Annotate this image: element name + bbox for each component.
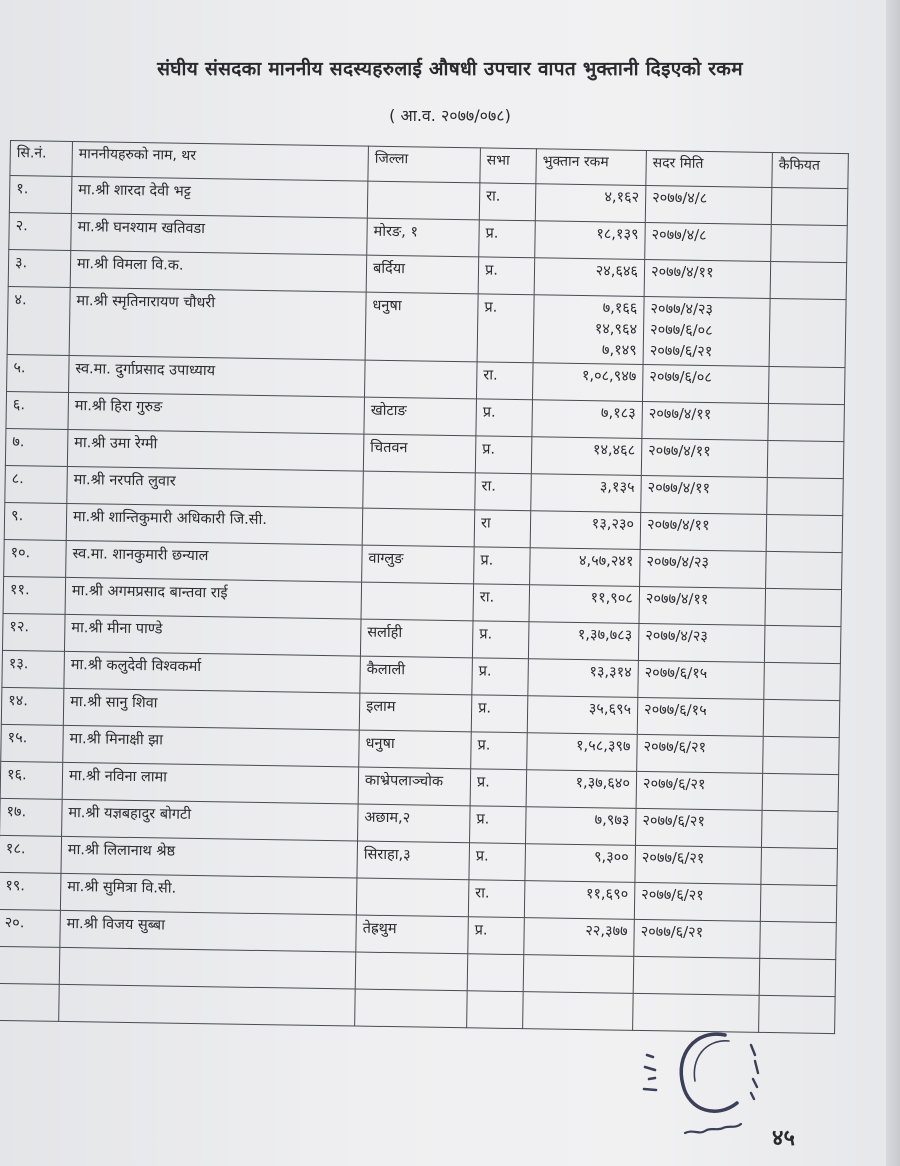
date-value: २०७७/६/१५ bbox=[644, 665, 708, 683]
amount-cell bbox=[526, 770, 637, 809]
district-cell: इलाम bbox=[359, 693, 472, 732]
row-serial: १४. bbox=[1, 687, 64, 725]
remarks-cell bbox=[771, 224, 848, 262]
date-value: २०७७/६/१५ bbox=[643, 702, 707, 720]
row-serial: ३. bbox=[8, 249, 71, 287]
remarks-cell bbox=[768, 403, 845, 441]
header-remarks: कैफियत bbox=[772, 152, 849, 188]
district-cell bbox=[367, 181, 480, 220]
district-cell: बर्दिया bbox=[366, 255, 479, 294]
office-seal bbox=[625, 1015, 775, 1165]
amount-cell bbox=[534, 258, 645, 297]
member-name: मा.श्री अगमप्रसाद बान्तवा राई bbox=[65, 577, 362, 619]
district-cell bbox=[356, 878, 469, 917]
remarks-cell bbox=[760, 884, 837, 922]
amount-value: ३५,६९५ bbox=[588, 701, 632, 718]
amount-cell bbox=[527, 696, 638, 735]
district-cell: कैलाली bbox=[360, 656, 473, 695]
blank-cell bbox=[467, 991, 524, 1029]
member-name: मा.श्री स्मृतिनारायण चौधरी bbox=[69, 287, 366, 360]
date-value: २०७७/४/११ bbox=[646, 517, 710, 535]
date-cell bbox=[645, 185, 772, 224]
date-value: २०७७/४/२३ bbox=[646, 554, 710, 572]
remarks-cell bbox=[761, 810, 838, 848]
payment-table bbox=[0, 140, 849, 1034]
date-cell bbox=[638, 623, 765, 662]
district-cell: सर्लाही bbox=[360, 619, 473, 658]
date-cell bbox=[634, 882, 761, 921]
date-cell bbox=[640, 549, 767, 588]
house-cell: रा bbox=[474, 510, 531, 548]
date-value: २०७७/४/११ bbox=[648, 443, 711, 461]
row-serial: १७. bbox=[0, 798, 62, 836]
district-cell: वाग्लुङ bbox=[362, 545, 475, 584]
district-cell bbox=[361, 582, 474, 621]
date-cell bbox=[634, 919, 761, 958]
amount-cell bbox=[533, 295, 644, 365]
date-cell bbox=[641, 438, 768, 477]
house-cell: प्र. bbox=[475, 436, 532, 474]
amount-cell bbox=[529, 585, 640, 624]
amount-value: ७,१६६ bbox=[602, 300, 638, 317]
amount-value: १३,३१४ bbox=[589, 664, 632, 681]
date-value: २०७७/६/०८ bbox=[649, 369, 713, 387]
amount-value: ११,९०८ bbox=[590, 590, 633, 607]
date-value: २०७७/४/११ bbox=[645, 591, 709, 609]
remarks-cell bbox=[769, 298, 846, 367]
amount-value: १,०८,९४७ bbox=[581, 368, 637, 385]
amount-cell bbox=[524, 881, 635, 920]
row-serial: १६. bbox=[0, 761, 63, 799]
blank-cell bbox=[59, 947, 356, 989]
house-cell: प्र. bbox=[477, 294, 534, 363]
member-name: मा.श्री यज्ञबहादुर बोगटी bbox=[62, 799, 359, 841]
member-name: मा.श्री मीना पाण्डे bbox=[64, 614, 361, 656]
date-value: २०७७/६/२१ bbox=[642, 813, 706, 830]
date-cell bbox=[641, 475, 768, 514]
amount-value: १४,९६४ bbox=[594, 321, 638, 338]
amount-cell bbox=[524, 918, 635, 957]
date-cell bbox=[639, 586, 766, 625]
house-cell: प्र. bbox=[471, 732, 528, 770]
remarks-cell bbox=[771, 187, 848, 225]
house-cell: रा. bbox=[479, 183, 536, 221]
date-value: २०७७/६/०८ bbox=[649, 322, 713, 340]
amount-value: १४,४६८ bbox=[592, 442, 636, 459]
blank-cell bbox=[633, 956, 760, 995]
member-name: स्व.मा. शानकुमारी छन्याल bbox=[66, 540, 363, 582]
date-value: २०७७/६/२१ bbox=[643, 739, 707, 757]
row-serial: ७. bbox=[5, 428, 68, 466]
header-name: माननीयहरुको नाम, थर bbox=[72, 141, 369, 181]
member-name: मा.श्री शारदा देवी भट्ट bbox=[71, 176, 368, 218]
row-serial: १५. bbox=[1, 724, 64, 762]
date-cell bbox=[642, 364, 769, 403]
date-value: २०७७/६/२१ bbox=[642, 776, 706, 794]
row-serial: १२. bbox=[2, 613, 65, 651]
house-cell: प्र. bbox=[469, 843, 526, 881]
district-cell bbox=[365, 360, 478, 399]
row-serial: ५. bbox=[7, 354, 70, 392]
amount-cell bbox=[531, 437, 642, 476]
row-serial: १०. bbox=[4, 539, 67, 577]
header-house: सभा bbox=[480, 148, 537, 184]
amount-value: ११,६९० bbox=[585, 886, 629, 903]
amount-cell bbox=[527, 733, 638, 772]
amount-value: ३,१३५ bbox=[599, 479, 635, 496]
row-serial: २. bbox=[9, 212, 72, 250]
date-value: २०७७/४/२३ bbox=[650, 301, 714, 319]
blank-cell bbox=[0, 946, 60, 984]
blank-cell bbox=[467, 954, 524, 992]
date-cell bbox=[636, 771, 763, 810]
district-cell: काभ्रेपलाञ्चोक bbox=[358, 767, 471, 806]
header-date: सदर मिति bbox=[646, 150, 773, 187]
amount-value: ७,१४९ bbox=[601, 342, 637, 359]
row-serial: ११. bbox=[3, 576, 66, 614]
remarks-cell bbox=[767, 477, 844, 515]
amount-cell bbox=[530, 511, 641, 550]
row-serial: ४. bbox=[7, 286, 70, 355]
header-amount: भुक्तान रकम bbox=[536, 149, 647, 186]
house-cell: रा. bbox=[468, 880, 525, 918]
district-cell: सिराहा,३ bbox=[357, 841, 470, 880]
row-serial: ८. bbox=[5, 465, 68, 503]
fiscal-year-subtitle: ( आ.व. २०७७/०७८) bbox=[389, 106, 511, 125]
date-value: २०७७/४/११ bbox=[648, 406, 712, 424]
district-cell: खोटाङ bbox=[364, 397, 477, 436]
blank-cell bbox=[759, 958, 836, 996]
member-name: स्व.मा. दुर्गाप्रसाद उपाध्याय bbox=[69, 355, 366, 397]
blank-cell bbox=[0, 983, 59, 1021]
date-value: २०७७/६/२१ bbox=[640, 924, 704, 941]
date-value: २०७७/४/८ bbox=[652, 190, 708, 207]
amount-cell bbox=[531, 474, 642, 513]
row-serial: २०. bbox=[0, 909, 60, 947]
blank-cell bbox=[355, 952, 468, 991]
row-serial: ६. bbox=[6, 391, 69, 429]
amount-value: ७,१८३ bbox=[600, 405, 636, 422]
amount-value: १,५८,३९७ bbox=[575, 737, 631, 755]
remarks-cell bbox=[766, 551, 843, 589]
date-cell bbox=[642, 401, 769, 440]
remarks-cell bbox=[764, 662, 841, 700]
member-name: मा.श्री सुमित्रा वि.सी. bbox=[60, 873, 357, 915]
remarks-cell bbox=[768, 366, 845, 404]
page-edge bbox=[886, 0, 900, 1166]
header-district: जिल्ला bbox=[368, 146, 481, 183]
amount-value: ९,३०० bbox=[593, 849, 629, 866]
house-cell: प्र. bbox=[474, 547, 531, 585]
house-cell: प्र. bbox=[468, 917, 525, 955]
row-serial: ९. bbox=[4, 502, 67, 540]
amount-cell bbox=[535, 184, 646, 223]
member-name: मा.श्री लिलानाथ श्रेष्ठ bbox=[61, 836, 358, 878]
header-serial: सि.नं. bbox=[10, 141, 73, 177]
date-cell bbox=[635, 845, 762, 884]
district-cell: चितवन bbox=[363, 434, 476, 473]
amount-cell bbox=[532, 363, 643, 402]
date-cell bbox=[637, 697, 764, 736]
blank-cell bbox=[59, 984, 356, 1026]
date-value: २०७७/४/८ bbox=[651, 227, 707, 244]
remarks-cell bbox=[764, 625, 841, 663]
house-cell: रा. bbox=[476, 362, 533, 400]
house-cell: रा. bbox=[475, 473, 532, 511]
house-cell: प्र. bbox=[478, 257, 535, 295]
member-name: मा.श्री हिरा गुरुङ bbox=[68, 392, 365, 434]
member-name: मा.श्री मिनाक्षी झा bbox=[63, 725, 360, 767]
member-name: मा.श्री कलुदेवी विश्वकर्मा bbox=[64, 651, 361, 693]
amount-cell bbox=[525, 844, 636, 883]
amount-value: १,३७,६४० bbox=[575, 774, 631, 792]
table-body bbox=[0, 176, 848, 1034]
remarks-cell bbox=[770, 261, 847, 299]
district-cell: मोरङ, १ bbox=[367, 218, 480, 257]
amount-cell bbox=[526, 807, 637, 846]
house-cell: प्र. bbox=[479, 220, 536, 258]
member-name: मा.श्री विमला वि.क. bbox=[70, 250, 367, 292]
remarks-cell bbox=[762, 773, 839, 811]
member-name: मा.श्री घनश्याम खतिवडा bbox=[71, 213, 368, 255]
amount-cell bbox=[528, 622, 639, 661]
date-value: २०७७/४/२३ bbox=[645, 628, 708, 646]
remarks-cell bbox=[763, 699, 840, 737]
amount-value: ७,९७३ bbox=[594, 812, 630, 829]
house-cell: प्र. bbox=[470, 769, 527, 807]
remarks-cell bbox=[767, 440, 844, 478]
date-cell bbox=[640, 512, 767, 551]
amount-cell bbox=[535, 221, 646, 260]
member-name: मा.श्री नरपति लुवार bbox=[67, 466, 364, 508]
amount-cell bbox=[528, 659, 639, 698]
house-cell: प्र. bbox=[470, 806, 527, 844]
date-value: २०७७/६/२१ bbox=[649, 343, 713, 361]
date-value: २०७७/४/११ bbox=[647, 480, 711, 498]
remarks-cell bbox=[760, 921, 837, 959]
row-serial: १३. bbox=[2, 650, 65, 688]
district-cell: अछाम,२ bbox=[358, 804, 471, 843]
member-name: मा.श्री शान्तिकुमारी अधिकारी जि.सी. bbox=[66, 503, 363, 545]
amount-value: २४,६४६ bbox=[595, 263, 639, 280]
remarks-cell bbox=[765, 588, 842, 626]
amount-value: १३,२३० bbox=[591, 516, 635, 533]
remarks-cell bbox=[763, 736, 840, 774]
amount-value: १८,१३९ bbox=[596, 226, 639, 243]
document-title: संघीय संसदका माननीय सदस्यहरुलाई औषधी उपचार वापत भुक्तानी दिइएको रकम bbox=[157, 58, 743, 80]
row-serial: १९. bbox=[0, 872, 61, 910]
date-cell bbox=[637, 734, 764, 773]
date-cell bbox=[645, 222, 772, 261]
amount-cell bbox=[530, 548, 641, 587]
date-value: २०७७/६/२१ bbox=[641, 850, 705, 867]
blank-cell bbox=[355, 989, 468, 1028]
date-cell bbox=[643, 296, 770, 366]
house-cell: प्र. bbox=[472, 658, 529, 696]
date-cell bbox=[635, 808, 762, 847]
district-cell bbox=[362, 508, 475, 547]
date-cell bbox=[638, 660, 765, 699]
member-name: मा.श्री सानु शिवा bbox=[63, 688, 360, 730]
house-cell: प्र. bbox=[476, 399, 533, 437]
date-cell bbox=[644, 259, 771, 298]
amount-value: ४,५७,२४१ bbox=[578, 552, 634, 570]
amount-value: ४,१६२ bbox=[604, 189, 640, 206]
row-serial: १. bbox=[9, 176, 72, 214]
house-cell: रा. bbox=[473, 584, 530, 622]
member-name: मा.श्री उमा रेग्मी bbox=[67, 429, 364, 471]
blank-cell bbox=[523, 992, 634, 1031]
date-value: २०७७/६/२१ bbox=[641, 887, 704, 904]
remarks-cell bbox=[766, 514, 843, 552]
member-name: मा.श्री नविना लामा bbox=[62, 762, 359, 804]
house-cell: प्र. bbox=[471, 695, 528, 733]
amount-cell bbox=[532, 400, 643, 439]
blank-cell bbox=[523, 955, 634, 994]
house-cell: प्र. bbox=[472, 621, 529, 659]
page-number: ४५ bbox=[772, 1126, 795, 1151]
district-cell: धनुषा bbox=[359, 730, 472, 769]
amount-value: १,३७,७८३ bbox=[577, 626, 633, 644]
member-name: मा.श्री विजय सुब्बा bbox=[60, 910, 357, 952]
remarks-cell bbox=[761, 847, 838, 885]
district-cell bbox=[363, 471, 476, 510]
date-value: २०७७/४/११ bbox=[650, 264, 714, 282]
row-serial: १८. bbox=[0, 835, 62, 873]
district-cell: धनुषा bbox=[365, 292, 478, 362]
amount-value: २२,३७७ bbox=[585, 923, 628, 940]
district-cell: तेह्रथुम bbox=[356, 915, 469, 954]
